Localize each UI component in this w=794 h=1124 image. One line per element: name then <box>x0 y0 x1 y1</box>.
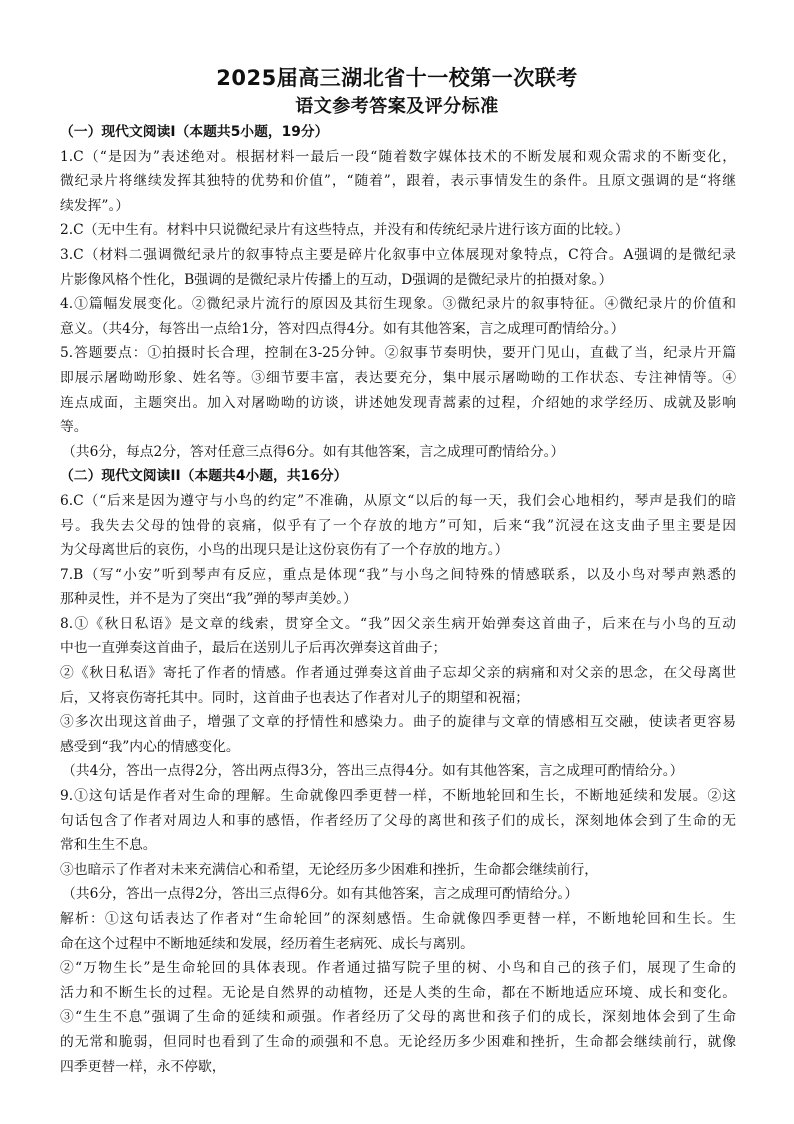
answer-line: （共6分，答出一点得2分，答出三点得6分。如有其他答案，言之成理可酌情给分。） <box>62 886 579 903</box>
answer-line: 1.C（“是因为”表述绝对。根据材料一最后一段“随着数字媒体技术的不断发展和观众需求的不断变化， <box>60 148 736 165</box>
answer-line: 9.①这句话是作者对生命的理解。生命就像四季更替一样，不断地轮回和生长，不断地延续和发展。②这 <box>60 788 736 805</box>
answer-line: 4.①篇幅发展变化。②微纪录片流行的原因及其衍生现象。③微纪录片的叙事特征。④微纪录片的价值和 <box>60 296 736 313</box>
answer-line: 续发挥”。） <box>60 197 130 214</box>
answer-line: 为父母离世后的哀伤，小鸟的出现只是让这份哀伤有了一个存放的地方。） <box>60 542 509 559</box>
answer-line: 6.C（“后来是因为遵守与小鸟的约定”不准确，从原文“以后的每一天，我们会心地相约，琴声是我们的暗 <box>60 492 736 509</box>
answer-line: 的无常和脆弱，但同时也看到了生命的顽强和不息。无论经历多少困难和挫折，生命都会继续前行，就像 <box>60 1033 736 1050</box>
answer-line: （共6分，每点2分，答对任意三点得6分。如有其他答案，言之成理可酌情给分。） <box>62 443 565 460</box>
answer-line: 号。我失去父母的蚀骨的哀痛，似乎有了一个存放的地方”可知，后来“我”沉浸在这支曲子里主要是因 <box>60 517 736 534</box>
answer-line: （共4分，答出一点得2分，答出两点得3分，答出三点得4分。如有其他答案，言之成理可酌情给分。） <box>62 763 684 780</box>
answer-line: 后，又将哀伤寄托其中。同时，这首曲子也表达了作者对儿子的期望和祝福； <box>60 689 530 706</box>
answer-line: 解析：①这句话表达了作者对“生命轮回”的深刻感悟。生命就像四季更替一样，不断地轮回和生长。生 <box>60 911 736 927</box>
answer-line: 连点成面，主题突出。加入对屠呦呦的访谈，讲述她发现青蒿素的过程，介绍她的求学经历、成就及影响 <box>60 394 736 411</box>
answer-line: 7.B（写“小安”听到琴声有反应，重点是体现“我”与小鸟之间特殊的情感联系，以及小鸟对琴声熟悉的 <box>60 566 736 583</box>
answer-line: 活力和不断生长的过程。无论是自然界的动植物，还是人类的生命，都在不断地适应环境、成长和变化。 <box>60 984 736 1001</box>
answer-line: 命在这个过程中不断地延续和发展，经历着生老病死、成长与离别。 <box>60 935 474 952</box>
answer-line: 3.C（材料二强调微纪录片的叙事特点主要是碎片化叙事中立体展现对象特点，C符合。A强调的是微纪录 <box>60 246 736 263</box>
section-heading: （一）现代文阅读Ⅰ（本题共5小题，19分） <box>60 124 329 140</box>
answer-line: 8.①《秋日私语》是文章的线索，贯穿全文。“我”因父亲生病开始弹奏这首曲子，后来在与小鸟的互动 <box>60 615 736 632</box>
answer-line: 常和生生不息。 <box>60 837 157 854</box>
section-heading: （二）现代文阅读II（本题共4小题，共16分） <box>60 468 348 485</box>
exam-subtitle: 语文参考答案及评分标准 <box>295 96 499 117</box>
answer-line: ③“生生不息”强调了生命的延续和顽强。作者经历了父母的离世和孩子们的成长，深刻地体会到了生命 <box>60 1009 736 1026</box>
answer-line: ③多次出现这首曲子，增强了文章的抒情性和感染力。曲子的旋律与文章的情感相互交融，使读者更容易 <box>60 714 736 731</box>
answer-line: 2.C（无中生有。材料中只说微纪录片有这些特点，并没有和传统纪录片进行该方面的比较。） <box>60 222 629 239</box>
answer-line: 四季更替一样，永不停歇， <box>60 1058 226 1075</box>
answer-line: 感受到“我”内心的情感变化。 <box>60 738 240 755</box>
answer-line: ②《秋日私语》寄托了作者的情感。作者通过弹奏这首曲子忘却父亲的病痛和对父亲的思念，在父母离世 <box>60 665 736 682</box>
answer-line: 句话包含了作者对周边人和事的感悟，作者经历了父母的离世和孩子们的成长，深刻地体会到了生命的无 <box>60 812 736 829</box>
answer-content <box>60 120 736 1079</box>
answer-line: 5.答题要点：①拍摄时长合理，控制在3-25分钟。②叙事节奏明快，要开门见山，直截了当，纪录片开篇 <box>60 345 736 362</box>
answer-line: 片影像风格个性化，B强调的是微纪录片传播上的互动，D强调的是微纪录片的拍摄对象。） <box>60 271 613 288</box>
exam-title: 2025届高三湖北省十一校第一次联考 <box>216 66 578 90</box>
answer-line: 那种灵性，并不是为了突出“我”弹的琴声美妙。） <box>60 591 357 608</box>
answer-line: 即展示屠呦呦形象、姓名等。③细节要丰富，表达要充分，集中展示屠呦呦的工作状态、专注神情等。④ <box>60 369 736 386</box>
answer-line: ③也暗示了作者对未来充满信心和希望，无论经历多少困难和挫折，生命都会继续前行， <box>60 861 599 878</box>
answer-line: 意义。（共4分，每答出一点给1分，答对四点得4分。如有其他答案，言之成理可酌情给分。） <box>60 320 625 337</box>
answer-line: 微纪录片将继续发挥其独特的优势和价值”，“随着”，跟着，表示事情发生的条件。且原文强调的是“将继 <box>60 173 736 190</box>
answer-line: 等。 <box>60 419 88 436</box>
answer-line: 中也一直弹奏这首曲子，最后在送别儿子后再次弹奏这首曲子； <box>60 640 447 657</box>
answer-line: ②“万物生长”是生命轮回的具体表现。作者通过描写院子里的树、小鸟和自己的孩子们，展现了生命的 <box>60 960 736 977</box>
